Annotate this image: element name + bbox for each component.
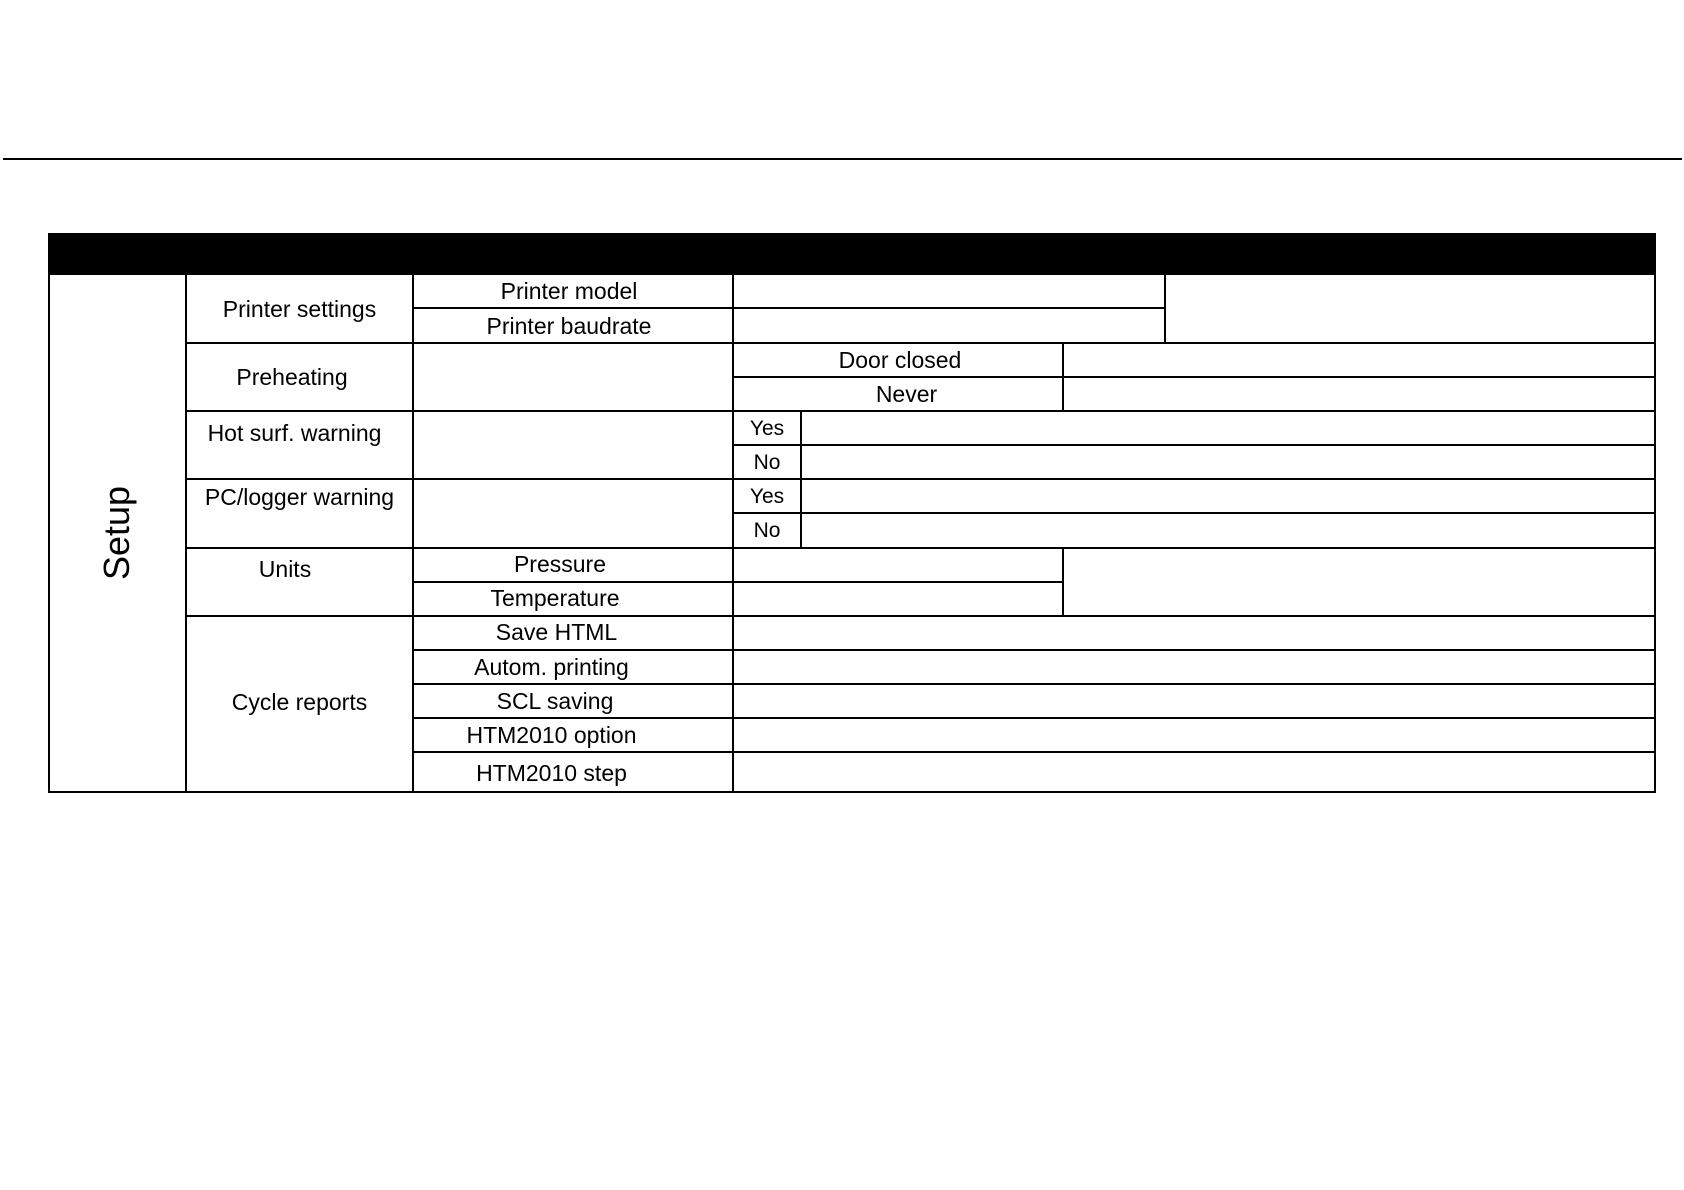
option-pc-yes: Yes [749,484,785,508]
param-pressure: Pressure [513,551,607,577]
param-htm2010-step: HTM2010 step [476,760,627,786]
table-header-bar [48,233,1656,274]
divider [186,547,1655,549]
divider [186,410,1655,412]
param-autom-printing: Autom. printing [474,653,629,680]
param-save-html: Save HTML [495,619,618,645]
group-pc-logger-warning: PC/logger warning [204,484,395,510]
option-hot-no: No [753,450,781,474]
option-door-closed: Door closed [838,346,962,373]
group-cycle-reports: Cycle reports [231,688,368,715]
option-never: Never [875,380,938,407]
divider [733,512,1655,514]
group-preheating: Preheating [236,363,348,390]
param-printer-baudrate: Printer baudrate [486,312,652,339]
group-units: Units [258,555,312,582]
option-hot-yes: Yes [749,416,785,440]
group-hot-surf-warning: Hot surf. warning [207,420,382,446]
top-rule [3,158,1682,160]
section-label-setup [50,275,184,791]
section-label-text: Setup [95,485,137,581]
param-scl-saving: SCL saving [496,687,614,714]
divider [733,444,1655,446]
param-htm2010-option: HTM2010 option [466,721,637,748]
option-pc-no: No [753,519,781,542]
param-printer-model: Printer model [500,277,638,304]
group-printer-settings: Printer settings [222,295,377,322]
divider [186,478,1655,480]
divider [413,751,1655,753]
divider [413,307,1165,309]
param-temperature: Temperature [490,585,620,611]
